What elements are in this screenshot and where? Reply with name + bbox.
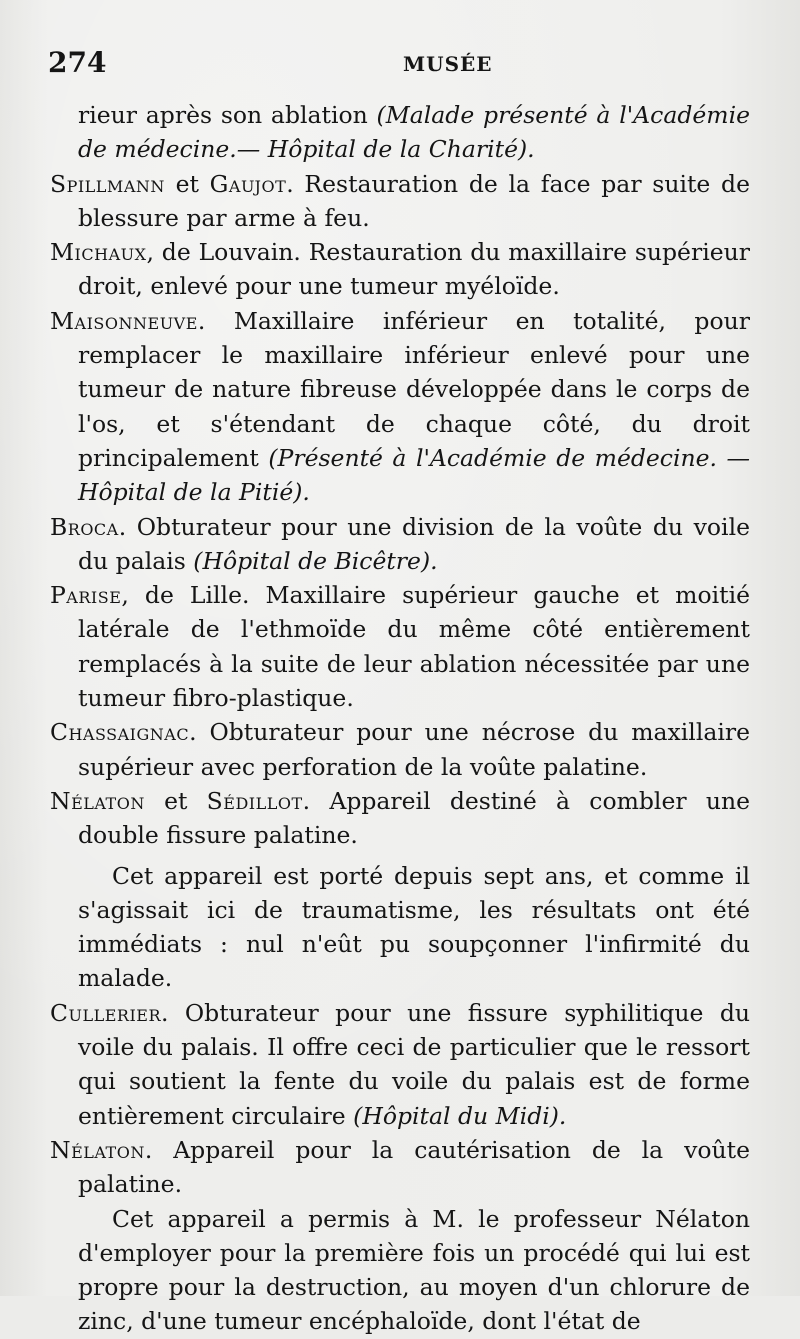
author-name: Broca (50, 512, 119, 541)
author-name: Maisonneuve (50, 306, 198, 335)
entry-michaux: Michaux, de Louvain. Restauration du maxillaire supérieur droit, enlevé pour une tumeur myéloïde. (50, 238, 750, 301)
entry-nelaton: Nélaton. Appareil pour la cautérisation de la voûte palatine. (50, 1135, 750, 1199)
author-name: Spillmann (50, 169, 165, 198)
running-head: MUSÉE (403, 52, 493, 76)
page-number: 274 (48, 46, 107, 79)
note-paragraph: Cet appareil a permis à M. le professeur Nélaton d'employer pour la première fois un procédé qui lui est propre pour la destruction, au moyen d'un chlorure de zinc, d'une tumeur encéphaloïde, dont l'état de (78, 1204, 750, 1336)
author-name: Chassaignac (50, 718, 190, 747)
entry-parise: Parise, de Lille. Maxillaire supérieur gauche et moitié latérale de l'ethmoïde du même côté entièrement remplacés à la suite de leur ablation nécessitée par une tumeur fibro-plastique. (50, 581, 750, 713)
continuation-paragraph: rieur après son ablation (Malade présenté à l'Académie de médecine.— Hôpital de la Charité). (78, 101, 750, 164)
author-name: Cullerier (50, 998, 161, 1027)
author-name: Gaujot (209, 169, 287, 198)
page-header (48, 46, 748, 86)
entry-spillmann-gaujot: Spillmann et Gaujot. Restauration de la face par suite de blessure par arme à feu. (50, 169, 750, 232)
author-name: Nélaton (50, 786, 145, 815)
entry-chassaignac: Chassaignac. Obturateur pour une nécrose du maxillaire supérieur avec perforation de la voûte palatine. (50, 718, 750, 781)
note-paragraph: Cet appareil est porté depuis sept ans, et comme il s'agissait ici de traumatisme, les résultats ont été immédiats : nul n'eût pu soupçonner l'infirmité du malade. (78, 861, 750, 993)
entry-broca: Broca. Obturateur pour une division de la voûte du voile du palais (Hôpital de Bicêtre). (50, 512, 750, 575)
author-name: Nélaton (50, 1135, 145, 1164)
entry-nelaton-sedillot: Nélaton et Sédillot. Appareil destiné à combler une double fissure palatine. (50, 786, 750, 850)
body-text (50, 98, 750, 1339)
author-name: Sédillot (206, 786, 303, 815)
author-name: Parise (50, 581, 122, 610)
author-name: Michaux (50, 238, 147, 267)
entry-cullerier: Cullerier. Obturateur pour une fissure syphilitique du voile du palais. Il offre ceci de particulier que le ressort qui soutient la fente du voile du palais est de forme entièrement circulaire (Hôpital du Midi). (50, 998, 750, 1130)
entry-maisonneuve: Maisonneuve. Maxillaire inférieur en totalité, pour remplacer le maxillaire inférieur enlevé pour une tumeur de nature fibreuse développée dans le corps de l'os, et s'étendant de chaque côté, du droit principalement (Présenté à l'Académie de médecine. — Hôpital de la Pitié). (50, 306, 750, 507)
